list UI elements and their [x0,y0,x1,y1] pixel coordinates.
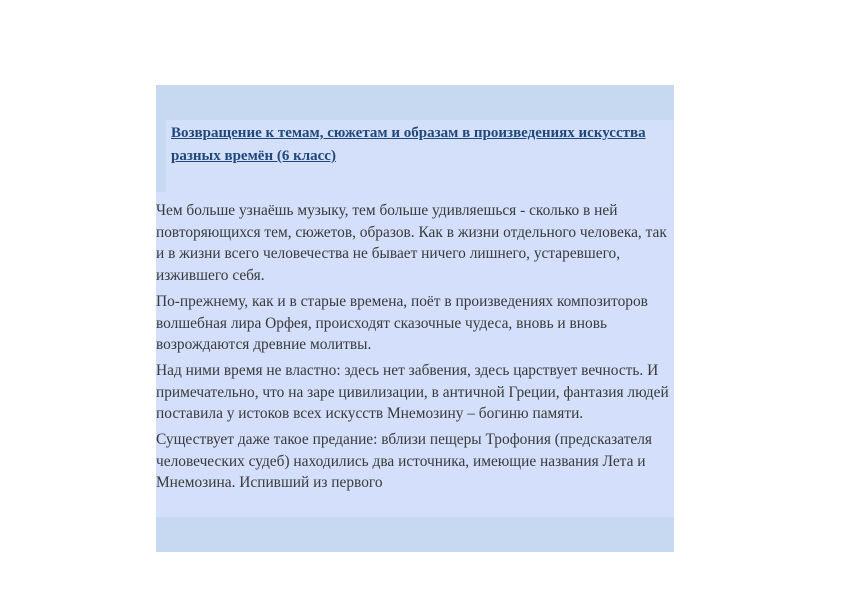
paragraph-4: Существует даже такое предание: вблизи пещеры Трофония (предсказателя человеческих судеб) находились два источника, имеющие названия Лета и Мнемозина. Испивший из первого [156,431,653,492]
title-box [163,120,674,192]
paragraph-1: Чем больше узнаёшь музыку, тем больше удивляешься - сколько в ней повторяющихся тем, сюжетов, образов. Как в жизни отдельного человека, так и в жизни всего человечества не бывает ничего лишнего, устаревшего, изжившего себя. [156,202,667,285]
text-area [156,192,674,517]
lesson-title-link[interactable]: Возвращение к темам, сюжетам и образам в произведениях искусства разных времён (6 класс) [171,125,646,164]
paragraph-2: По-прежнему, как и в старые времена, поёт в произведениях композиторов волшебная лира Орфея, происходят сказочные чудеса, вновь и вновь возрождаются древние молитвы. [156,292,648,354]
content-panel [156,85,674,552]
paragraph-3: Над ними время не властно: здесь нет забвения, здесь царствует вечность. И примечательно, что на заре цивилизации, в античной Греции, фантазия людей поставила у истоков всех искусств Мнемозину – богиню памяти. [156,361,669,423]
body-text [156,200,671,498]
